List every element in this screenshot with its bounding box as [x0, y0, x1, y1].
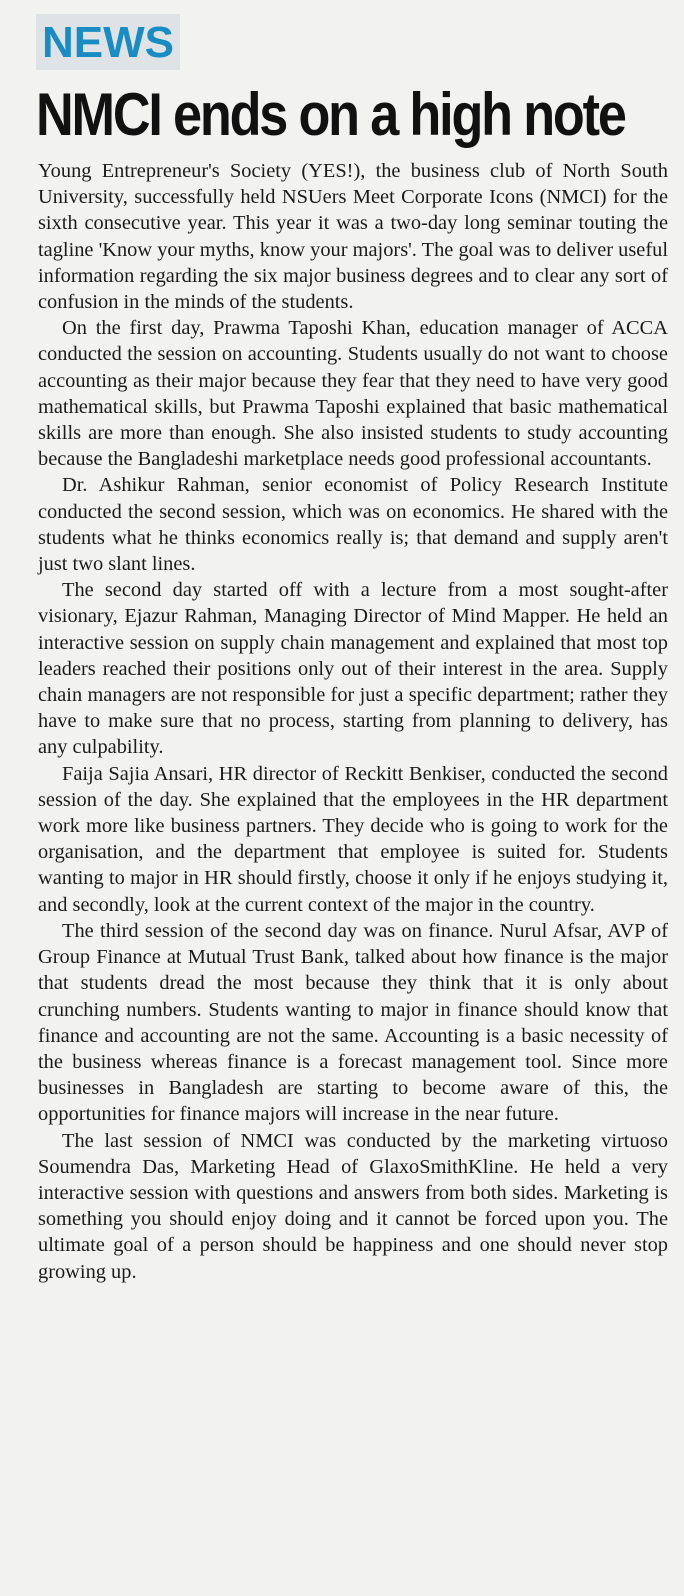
paragraph-6: The third session of the second day was on finance. Nurul Afsar, AVP of Group Finance at Mutual Trust Bank, talked about how finance is the major that students dread the most because they think that it is only about crunching numbers. Students wanting to major in finance should know that finance and accounting are not the same. Accounting is a basic necessity of the business whereas finance is a forecast management tool. Since more businesses in Bangladesh are starting to become aware of this, the opportunities for finance majors will increase in the near future.	[38, 919, 668, 1126]
section-label: NEWS	[36, 14, 180, 70]
paragraph-2: On the first day, Prawma Taposhi Khan, education manager of ACCA conducted the session on accounting. Students usually do not want to choose accounting as their major because they fear that they need to have very good mathematical skills, but Prawma Taposhi explained that basic mathematical skills are more than enough. She also insisted students to study accounting because the Bangladeshi marketplace needs good professional accountants.	[38, 317, 668, 471]
paragraph-7: The last session of NMCI was conducted by the marketing virtuoso Soumendra Das, Marketing Head of GlaxoSmithKline. He held a very interactive session with questions and answers from both sides. Marketing is something you should enjoy doing and it cannot be forced upon you. The ultimate goal of a person should be happiness and one should never stop growing up.	[38, 1129, 668, 1283]
article-body	[38, 158, 668, 1285]
paragraph-3: Dr. Ashikur Rahman, senior economist of Policy Research Institute conducted the second session, which was on economics. He shared with the students what he thinks economics really is; that demand and supply aren't just two slant lines.	[38, 474, 668, 576]
paragraph-5: Faija Sajia Ansari, HR director of Reckitt Benkiser, conducted the second session of the day. She explained that the employees in the HR department work more like business partners. They decide who is going to work for the organisation, and the department that employee is suited for. Students wanting to major in HR should firstly, choose it only if he enjoys studying it, and secondly, look at the current context of the major in the country.	[38, 762, 668, 916]
paragraph-1: Young Entrepreneur's Society (YES!), the business club of North South University, successfully held NSUers Meet Corporate Icons (NMCI) for the sixth consecutive year. This year it was a two-day long seminar touting the tagline 'Know your myths, know your majors'. The goal was to deliver useful information regarding the six major business degrees and to clear any sort of confusion in the minds of the students.	[38, 160, 668, 314]
paragraph-4: The second day started off with a lecture from a most sought-after visionary, Ejazur Rahman, Managing Director of Mind Mapper. He held an interactive session on supply chain management and explained that most top leaders reached their positions only out of their interest in the area. Supply chain managers are not responsible for just a specific department; rather they have to make sure that no process, starting from planning to delivery, has any culpability.	[38, 579, 668, 759]
headline: NMCI ends on a high note	[36, 81, 625, 148]
